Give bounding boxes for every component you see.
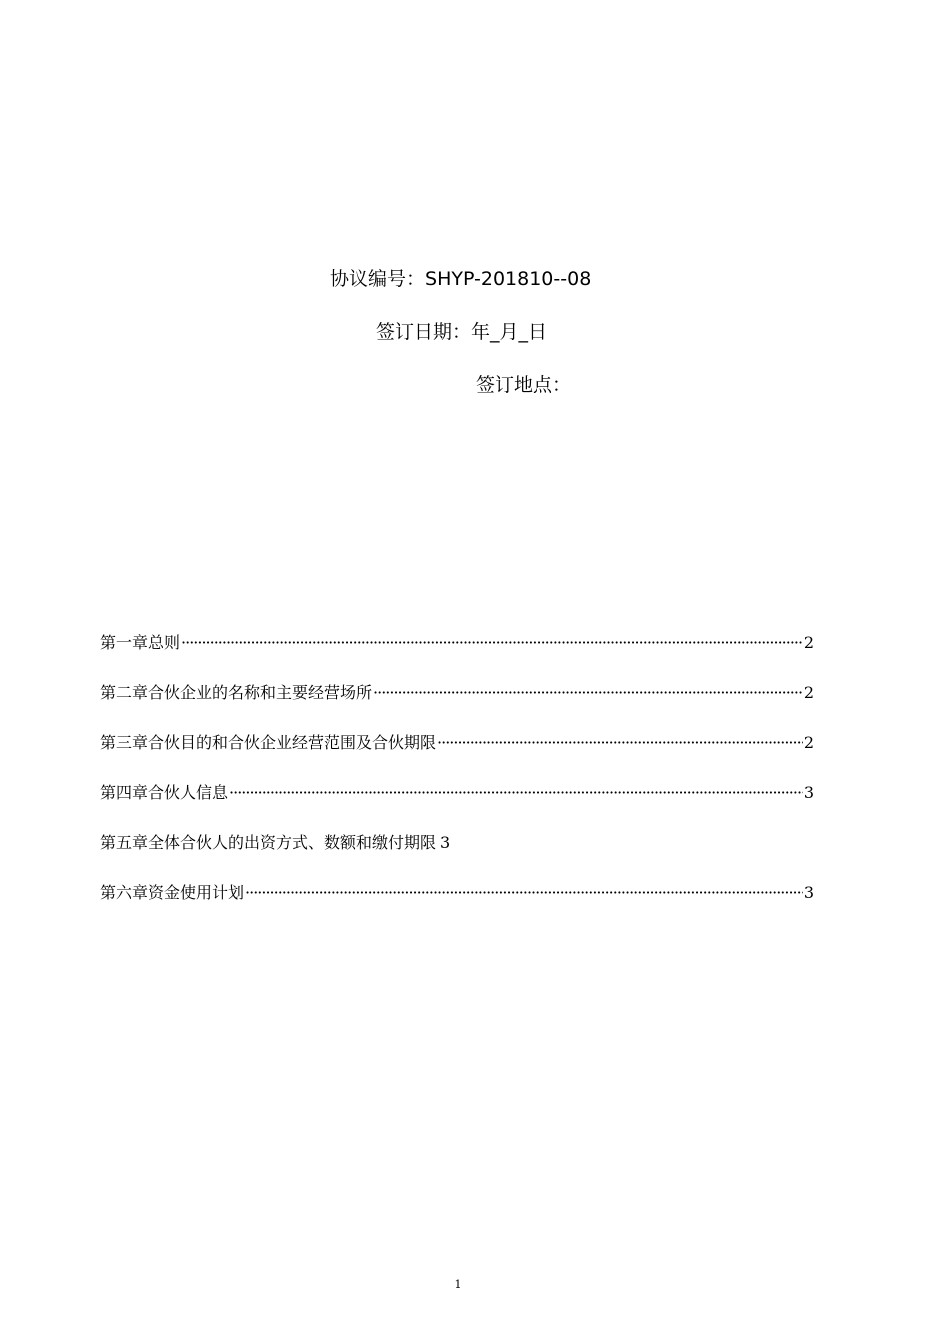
toc-dot-leader	[373, 682, 803, 704]
toc-entry-title: 第五章全体合伙人的出资方式、数额和缴付期限	[100, 833, 437, 852]
agreement-number-label: 协议编号：	[330, 268, 426, 290]
table-of-contents	[100, 632, 814, 932]
agreement-number-value: SHYP-201810--08	[425, 268, 592, 290]
toc-entry-title: 第二章合伙企业的名称和主要经营场所	[100, 683, 373, 702]
toc-entry-page: 3	[440, 833, 451, 852]
toc-entry-title: 第四章合伙人信息	[100, 783, 229, 802]
toc-entry-page: 3	[803, 883, 814, 902]
sign-place-line	[476, 373, 571, 397]
page-number: 1	[454, 1278, 462, 1291]
toc-entry[interactable]	[100, 882, 814, 932]
toc-dot-leader	[181, 632, 803, 654]
toc-entry-page: 2	[803, 733, 814, 752]
toc-entry-title: 第六章资金使用计划	[100, 883, 245, 902]
toc-dot-leader	[245, 882, 803, 904]
toc-entry-title: 第一章总则	[100, 633, 181, 652]
toc-entry-title: 第三章合伙目的和合伙企业经营范围及合伙期限	[100, 733, 437, 752]
toc-entry[interactable]	[100, 682, 814, 732]
toc-entry[interactable]	[100, 782, 814, 832]
sign-date-label: 签订日期：	[376, 321, 472, 343]
toc-entry-page: 2	[803, 683, 814, 702]
toc-entry[interactable]	[100, 832, 814, 882]
sign-place-label: 签订地点：	[476, 374, 572, 396]
agreement-number-line	[330, 267, 591, 291]
toc-dot-leader	[437, 732, 803, 754]
toc-entry[interactable]	[100, 632, 814, 682]
sign-date-line	[376, 320, 547, 344]
toc-dot-leader	[229, 782, 803, 804]
toc-entry-page: 2	[803, 633, 814, 652]
toc-entry[interactable]	[100, 732, 814, 782]
sign-date-value: 年_月_日	[471, 321, 548, 343]
toc-entry-page: 3	[803, 783, 814, 802]
